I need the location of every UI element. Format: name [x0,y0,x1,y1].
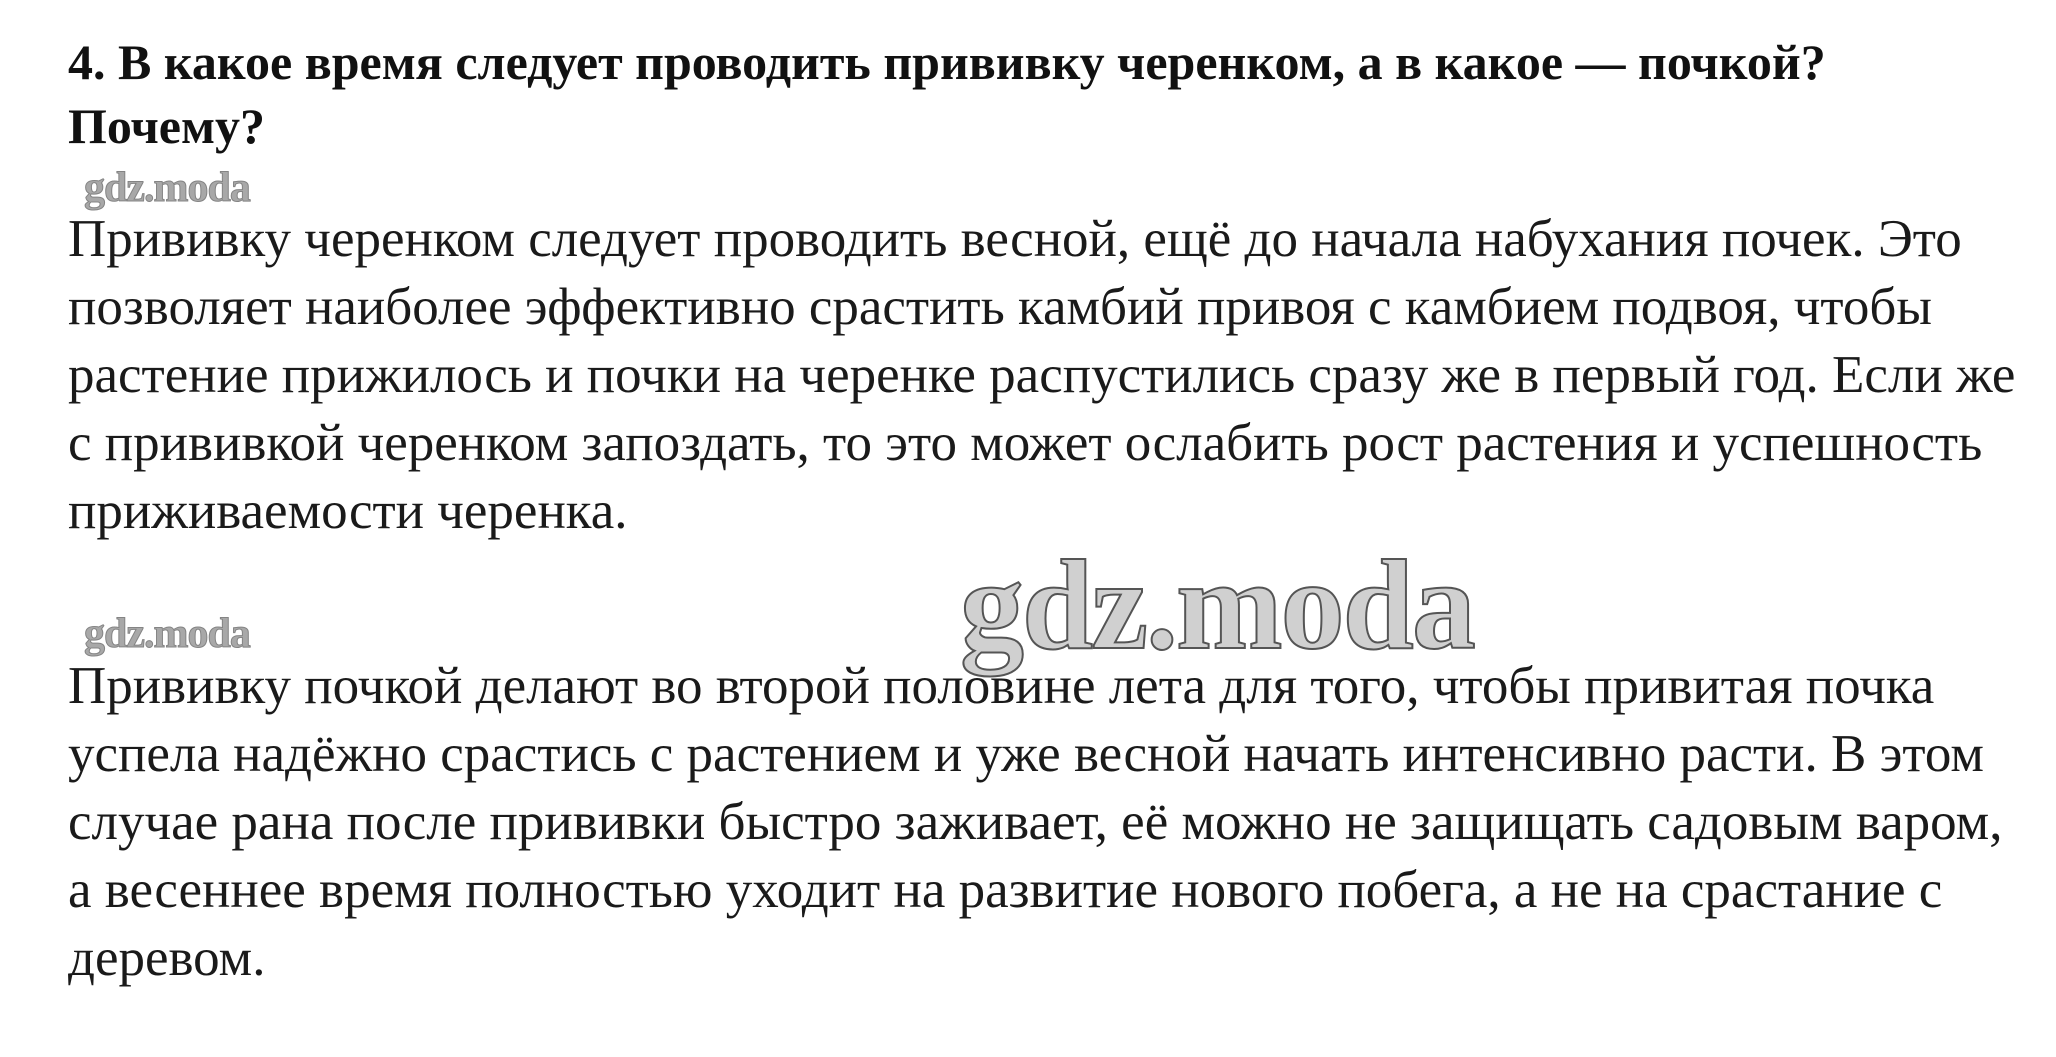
watermark-small-middle: gdz.moda [84,611,250,657]
answer-paragraph-bud: Прививку почкой делают во второй половине лета для того, чтобы привитая почка успела надёжно срастись с растением и уже весной начать интенсивно расти. В этом случае рана после прививки быстро заживает, её можно не защищать садовым варом, а весеннее время полностью уходит на развитие нового побега, а не на срастание с деревом. [68,657,2003,987]
watermark-small-top: gdz.moda [84,165,250,211]
question-heading: 4. В какое время следует проводить прививку черенком, а в какое — почкой? Почему? [68,34,1826,154]
watermark-large: gdz.moda [960,534,1474,676]
answer-paragraph-cutting: Прививку черенком следует проводить весной, ещё до начала набухания почек. Это позволяет наиболее эффективно срастить камбий привоя с камбием подвоя, чтобы растение прижилось и почки на черенке распустились сразу же в первый год. Если же с прививкой черенком запоздать, то это может ослабить рост растения и успешность приживаемости черенка. [68,210,2016,540]
